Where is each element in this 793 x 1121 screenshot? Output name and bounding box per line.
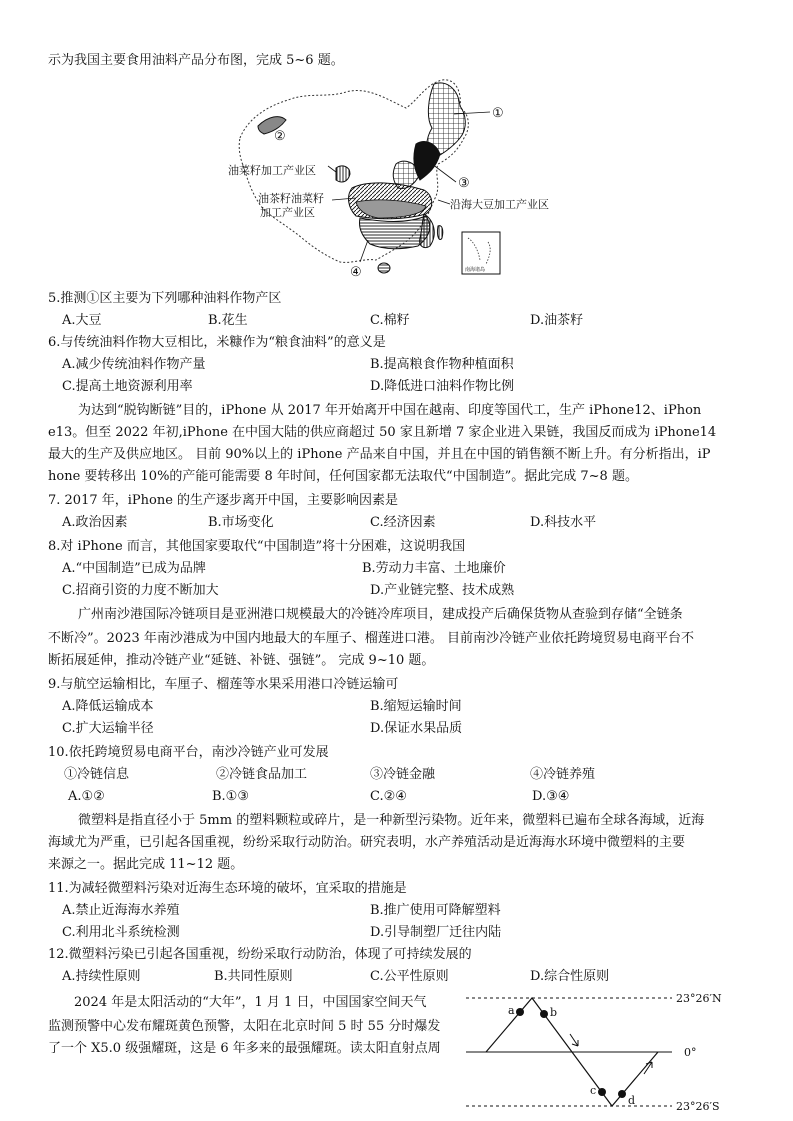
question-10-stem: 10.依托跨境贸易电商平台，南沙冷链产业可发展 (48, 745, 329, 760)
oil-crop-map (228, 78, 549, 280)
region-4-south (359, 216, 429, 249)
q10-item-3: ③冷链金融 (370, 767, 436, 782)
q9-option-c[interactable]: C.扩大运输半径 (62, 721, 154, 736)
port-passage-2: 不断冷”。2023 年南沙港成为中国内地最大的车厘子、榴莲进口港。 目前南沙冷链产业依托跨境贸易电商平台不 (48, 631, 694, 646)
inset-label: 南海诸岛 (465, 267, 486, 273)
sun-passage-1: 2024 年是太阳活动的“大年”，1 月 1 日，中国国家空间天气 (74, 995, 427, 1010)
marker-1: ① (492, 106, 504, 121)
question-8-stem: 8.对 iPhone 而言，其他国家要取代“中国制造”将十分困难，这说明我国 (48, 539, 466, 554)
label-rapeseed: 油菜籽加工产业区 (228, 164, 316, 177)
plastic-passage-1: 微塑料是指直径小于 5mm 的塑料颗粒或碎片，是一种新型污染物。近年来，微塑料已遍布全球各海域，近海 (78, 813, 705, 828)
marker-2: ② (274, 129, 286, 144)
label-camellia-2: 加工产业区 (260, 206, 315, 219)
question-5-stem: 5.推测①区主要为下列哪种油料作物产区 (48, 291, 282, 306)
point-c (598, 1088, 606, 1096)
iphone-passage-2: e13。但至 2022 年初,iPhone 在中国大陆的供应商超过 50 家且新增 7 家企业进入果链，我国反而成为 iPhone14 (48, 425, 717, 440)
point-d (618, 1090, 626, 1098)
q10-option-b[interactable]: B.①③ (212, 789, 249, 804)
question-11-stem: 11.为减轻微塑料污染对近海生态环境的破坏，宜采取的措施是 (48, 881, 407, 896)
q12-option-a[interactable]: A.持续性原则 (62, 969, 141, 984)
question-12-stem: 12.微塑料污染已引起各国重视，纷纷采取行动防治，体现了可持续发展的 (48, 947, 472, 962)
q6-option-c[interactable]: C.提高土地资源利用率 (62, 379, 193, 394)
question-9-stem: 9.与航空运输相比，车厘子、榴莲等水果采用港口冷链运输可 (48, 677, 399, 692)
q11-option-b[interactable]: B.推广使用可降解塑料 (370, 903, 501, 918)
question-6-stem: 6.与传统油料作物大豆相比，米糠作为“粮食油料”的意义是 (48, 335, 386, 350)
q9-option-b[interactable]: B.缩短运输时间 (370, 699, 462, 714)
q12-option-d[interactable]: D.综合性原则 (530, 969, 610, 984)
marker-4: ④ (350, 265, 362, 280)
q6-option-b[interactable]: B.提高粮食作物种植面积 (370, 357, 514, 372)
taiwan-island (437, 226, 442, 240)
q10-option-d[interactable]: D.③④ (532, 789, 570, 804)
q11-option-a[interactable]: A.禁止近海海水养殖 (62, 903, 180, 918)
plastic-passage-2: 海域尤为严重，已引起各国重视，纷纷采取行动防治。研究表明，水产养殖活动是近海海水环境中微塑料的主要 (48, 835, 686, 850)
sun-passage-2: 监测预警中心发布耀斑黄色预警，太阳在北京时间 5 时 55 分时爆发 (48, 1019, 441, 1034)
iphone-passage-3: 最大的生产及供应地区。 目前 90%以上的 iPhone 产品来自中国，并且在中国的销售额不断上升。有分析指出，iP (48, 447, 711, 462)
port-passage-3: 断拓展延伸，推动冷链产业“延链、补链、强链”。 完成 9~10 题。 (48, 653, 435, 668)
label-north-tropic: 23°26′N (676, 992, 722, 1005)
q12-option-b[interactable]: B.共同性原则 (214, 969, 293, 984)
hainan-island (378, 263, 390, 273)
iphone-passage-4: hone 要转移出 10%的产能可能需要 8 年时间，任何国家都无法取代“中国制造”。据此完成 7~8 题。 (48, 469, 638, 484)
q11-option-c[interactable]: C.利用北斗系统检测 (62, 925, 180, 940)
label-camellia-1: 油茶籽油菜籽 (258, 192, 324, 205)
q5-option-a[interactable]: A.大豆 (62, 313, 102, 328)
q8-option-c[interactable]: C.招商引资的力度不断加大 (62, 583, 219, 598)
q6-option-d[interactable]: D.降低进口油料作物比例 (370, 379, 515, 394)
q10-item-2: ②冷链食品加工 (216, 767, 308, 782)
q5-option-d[interactable]: D.油茶籽 (530, 313, 584, 328)
q9-option-d[interactable]: D.保证水果品质 (370, 721, 463, 736)
marker-3: ③ (458, 176, 470, 191)
q8-option-a[interactable]: A.“中国制造”已成为品牌 (62, 561, 206, 576)
q9-option-a[interactable]: A.降低运输成本 (62, 699, 154, 714)
point-a (516, 1008, 524, 1016)
q5-option-c[interactable]: C.棉籽 (370, 313, 410, 328)
q11-option-d[interactable]: D.引导制塑厂迁往内陆 (370, 925, 502, 940)
q8-option-b[interactable]: B.劳动力丰富、土地廉价 (362, 561, 506, 576)
plastic-passage-3: 来源之一。据此完成 11~12 题。 (48, 857, 244, 872)
label-equator: 0° (684, 1046, 697, 1059)
point-b (540, 1010, 548, 1018)
label-b: b (550, 1006, 558, 1019)
q5-option-b[interactable]: B.花生 (208, 313, 248, 328)
port-passage-1: 广州南沙港国际冷链项目是亚洲港口规模最大的冷链冷库项目，建成投产后确保货物从查验到存储“全链条 (78, 607, 683, 622)
q10-option-a[interactable]: A.①② (68, 789, 105, 804)
label-soybean: 沿海大豆加工产业区 (450, 198, 549, 211)
q8-option-d[interactable]: D.产业链完整、技术成熟 (370, 583, 515, 598)
q10-option-c[interactable]: C.②④ (370, 789, 407, 804)
sun-passage-3: 了一个 X5.0 级强耀斑，这是 6 年多来的最强耀斑。读太阳直射点周 (48, 1041, 441, 1056)
q7-option-c[interactable]: C.经济因素 (370, 515, 436, 530)
rapeseed-region (336, 166, 350, 182)
label-a: a (508, 1004, 515, 1017)
q6-option-a[interactable]: A.减少传统油料作物产量 (62, 357, 206, 372)
iphone-passage-1: 为达到“脱钩断链”目的，iPhone 从 2017 年开始离开中国在越南、印度等国代工，生产 iPhone12、iPhon (78, 403, 702, 418)
q10-item-4: ④冷链养殖 (530, 767, 596, 782)
map-intro: 示为我国主要食用油料产品分布图，完成 5~6 题。 (48, 53, 344, 68)
q7-option-b[interactable]: B.市场变化 (208, 515, 274, 530)
q7-option-a[interactable]: A.政治因素 (62, 515, 128, 530)
q12-option-c[interactable]: C.公平性原则 (370, 969, 449, 984)
q10-item-1: ①冷链信息 (64, 767, 130, 782)
q7-option-d[interactable]: D.科技水平 (530, 515, 597, 530)
label-south-tropic: 23°26′S (676, 1100, 720, 1113)
sun-direct-point-diagram (462, 990, 746, 1116)
question-7-stem: 7. 2017 年，iPhone 的生产逐步离开中国，主要影响因素是 (48, 493, 399, 508)
label-c: c (590, 1084, 597, 1097)
label-d: d (628, 1094, 636, 1107)
